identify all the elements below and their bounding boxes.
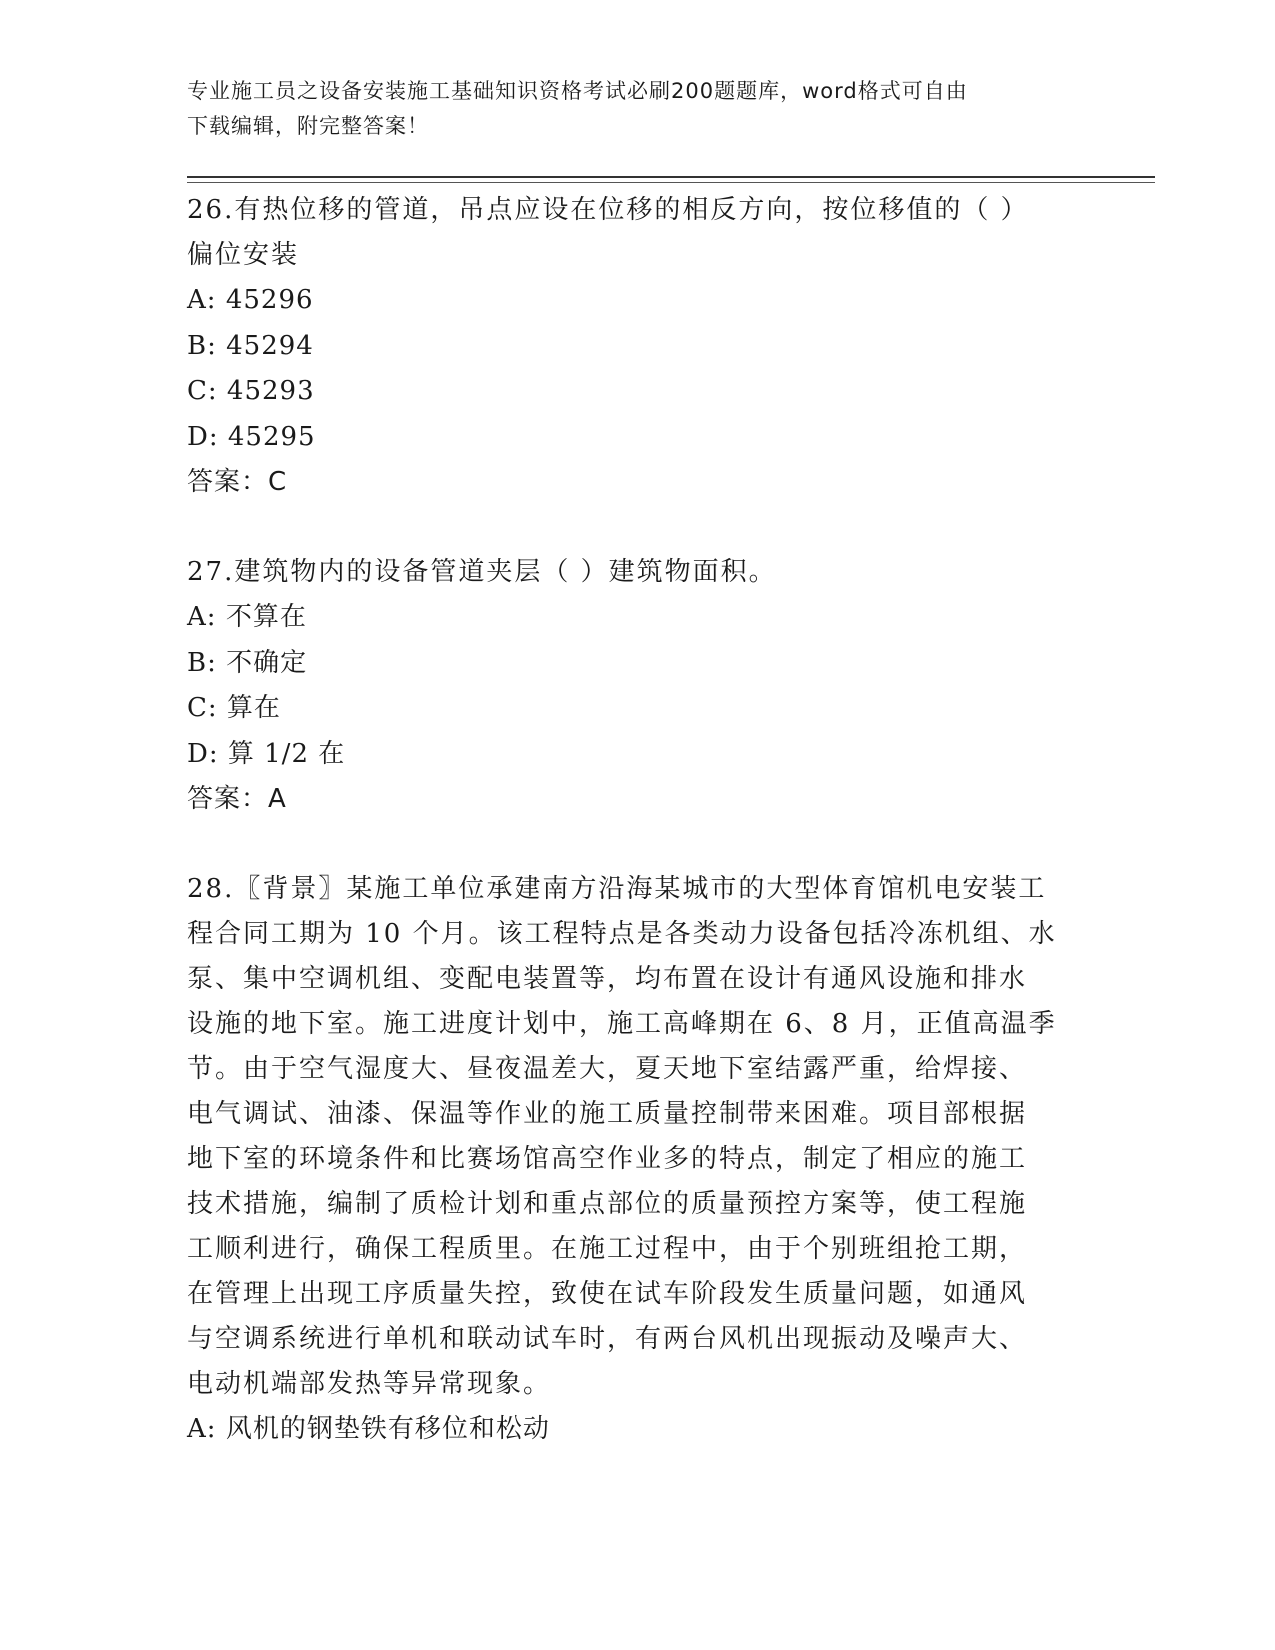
question-stem-line: 工顺利进行，确保工程质里。在施工过程中，由于个别班组抢工期， [187, 1234, 1028, 1264]
header-line-1: 专业施工员之设备安装施工基础知识资格考试必刷200题题库，word格式可自由 [187, 79, 968, 103]
option-text: 不算在 [225, 602, 307, 632]
question-stem-line: 程合同工期为 10 个月。该工程特点是各类动力设备包括冷冻机组、水 [187, 919, 1057, 949]
question-stem-line: 28.〖背景〗某施工单位承建南方沿海某城市的大型体育馆机电安装工 [187, 874, 1047, 904]
option-text: 45294 [226, 330, 314, 361]
question-27 [187, 550, 1087, 822]
option-text: 算 1/2 在 [227, 738, 346, 769]
option-c [187, 686, 1087, 732]
question-stem-line: 与空调系统进行单机和联动试车时，有两台风机出现振动及噪声大、 [187, 1324, 1028, 1354]
question-stem-line: 27.建筑物内的设备管道夹层（ ）建筑物面积。 [187, 557, 777, 587]
question-stem-line: 泵、集中空调机组、变配电装置等，均布置在设计有通风设施和排水 [187, 964, 1028, 994]
question-26 [187, 188, 1087, 505]
question-spacer [187, 505, 1087, 550]
option-label: C: [187, 376, 218, 406]
question-stem-line: 在管理上出现工序质量失控，致使在试车阶段发生质量问题，如通风 [187, 1279, 1028, 1309]
option-a [187, 595, 1087, 641]
option-text: 风机的钢垫铁有移位和松动 [225, 1414, 550, 1444]
option-label: B: [187, 330, 217, 361]
answer-line [187, 460, 1087, 505]
question-stem-line: 26.有热位移的管道，吊点应设在位移的相反方向，按位移值的（ ） [187, 195, 1029, 225]
question-list [187, 188, 1087, 1453]
option-b [187, 324, 1087, 370]
option-a [187, 1407, 1087, 1453]
question-stem-line: 地下室的环境条件和比赛场馆高空作业多的特点，制定了相应的施工 [187, 1144, 1028, 1174]
option-text: 45296 [225, 285, 314, 315]
document-header [187, 74, 1067, 144]
option-d [187, 415, 1087, 461]
option-label: B: [187, 647, 217, 678]
answer-value: A [268, 784, 287, 814]
question-stem-line: 电动机端部发热等异常现象。 [187, 1369, 552, 1399]
option-label: C: [187, 693, 218, 723]
question-spacer [187, 822, 1087, 867]
question-stem-line: 设施的地下室。施工进度计划中，施工高峰期在 6、8 月，正值高温季 [187, 1009, 1057, 1039]
option-a [187, 278, 1087, 324]
header-line-2: 下载编辑，附完整答案！ [187, 114, 429, 138]
option-label: A: [187, 1414, 217, 1444]
option-d [187, 732, 1087, 778]
option-label: D: [187, 421, 219, 452]
option-c [187, 369, 1087, 415]
header-divider-thin [187, 182, 1155, 183]
option-label: D: [187, 738, 219, 769]
question-28 [187, 867, 1087, 1453]
question-stem-line: 电气调试、油漆、保温等作业的施工质量控制带来困难。项目部根据 [187, 1099, 1028, 1129]
option-text: 45293 [226, 376, 315, 406]
option-b [187, 641, 1087, 687]
header-divider-thick [187, 176, 1155, 178]
answer-line [187, 777, 1087, 822]
option-text: 45295 [227, 421, 316, 452]
question-stem-line: 节。由于空气湿度大、昼夜温差大，夏天地下室结露严重，给焊接、 [187, 1054, 1028, 1084]
answer-label: 答案： [187, 467, 269, 497]
option-text: 算在 [226, 693, 281, 723]
option-text: 不确定 [226, 647, 308, 678]
option-label: A: [187, 602, 217, 632]
question-stem-line: 技术措施，编制了质检计划和重点部位的质量预控方案等，使工程施 [187, 1189, 1028, 1219]
option-label: A: [187, 285, 217, 315]
answer-value: C [268, 467, 288, 497]
question-stem-line: 偏位安装 [187, 240, 300, 270]
answer-label: 答案： [187, 784, 269, 814]
